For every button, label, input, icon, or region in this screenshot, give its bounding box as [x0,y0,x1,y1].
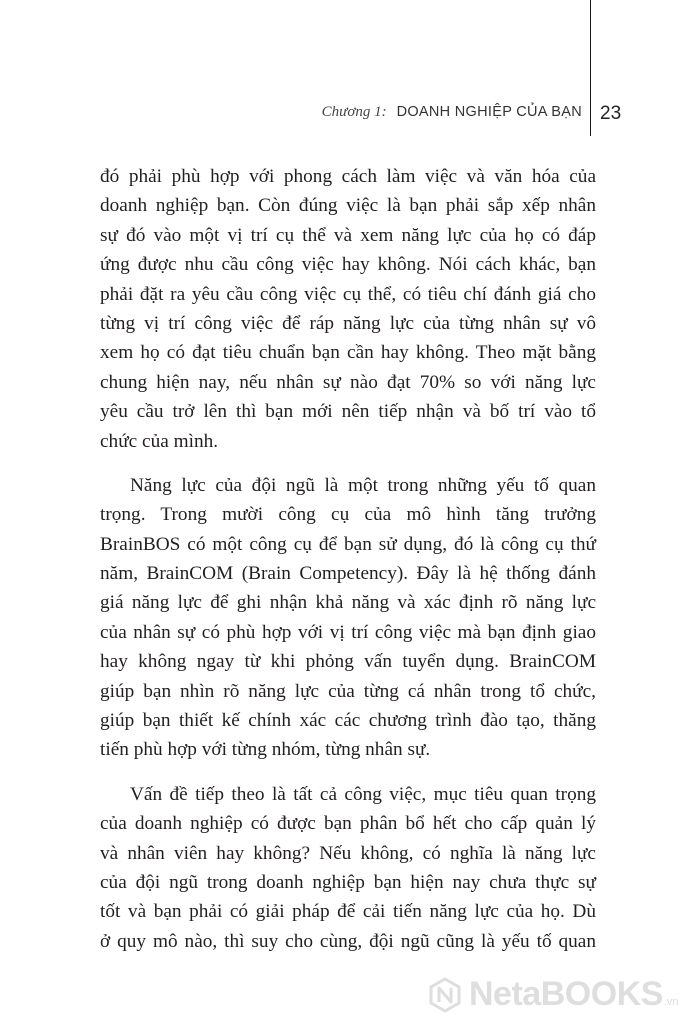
text-line: trọng. Trong mười công cụ của mô hình tăng trưởng [100,504,596,526]
text-line: của đội ngũ trong doanh nghiệp bạn hiện nay chưa thực sự [100,871,596,893]
watermark-suffix: .vn [663,996,679,1008]
text-line: BrainBOS có một công cụ để bạn sử dụng, đó là công cụ thứ [100,533,596,555]
body-text [100,162,596,971]
text-line: giúp bạn thiết kế chính xác các chương trình đào tạo, thăng [100,710,596,732]
text-line: năm, BrainCOM (Brain Competency). Đây là hệ thống đánh [100,563,596,585]
text-line: của doanh nghiệp có được bạn phân bổ hết cho cấp quản lý [100,813,596,835]
text-line: xem họ có đạt tiêu chuẩn bạn cần hay không. Theo mặt bằng [100,342,596,364]
netabooks-logo-icon [427,977,463,1013]
chapter-label: Chương 1: [321,104,387,120]
text-line: hay không ngay từ khi phỏng vấn tuyển dụng. BrainCOM [100,651,596,673]
watermark [427,975,679,1014]
text-line: giá năng lực để ghi nhận khả năng và xác định rõ năng lực [100,592,596,614]
text-line: của nhân sự có phù hợp với vị trí công việc mà bạn định giao [100,621,596,643]
header-divider [590,0,591,136]
text-line: từng vị trí công việc để ráp năng lực của từng nhân sự vô [100,312,596,334]
watermark-brand: NetaBOOKS [469,975,663,1013]
text-line: sự đó vào một vị trí cụ thể và xem năng lực của họ có đáp [100,224,596,246]
paragraph-3 [100,780,596,956]
paragraph-1 [100,162,596,456]
page-number: 23 [600,103,622,124]
text-line: tiến phù hợp với từng nhóm, từng nhân sự. [100,739,431,761]
text-line: chung hiện nay, nếu nhân sự nào đạt 70% so với năng lực [100,371,596,393]
running-head [322,104,582,128]
text-line: yêu cầu trở lên thì bạn mới nên tiếp nhận và bố trí vào tổ [100,401,596,423]
text-line: và nhân viên hay không? Nếu không, có nghĩa là năng lực [100,842,596,864]
text-line: doanh nghiệp bạn. Còn đúng việc là bạn phải sắp xếp nhân [100,195,596,217]
chapter-title: DOANH NGHIỆP CỦA BẠN [396,104,582,120]
text-line: ứng được nhu cầu công việc hay không. Nói cách khác, bạn [100,254,596,276]
text-line: Năng lực của đội ngũ là một trong những yếu tố quan [130,474,596,496]
text-line: tốt và bạn phải có giải pháp để cải tiến năng lực của họ. Dù [100,901,596,923]
text-line: ở quy mô nào, thì suy cho cùng, đội ngũ cũng là yếu tố quan [100,930,596,952]
paragraph-2 [100,471,596,765]
text-line: giúp bạn nhìn rõ năng lực của từng cá nhân trong tổ chức, [100,680,596,702]
text-line: phải đặt ra yêu cầu công việc cụ thể, có tiêu chí đánh giá cho [100,283,596,305]
text-line: chức của mình. [100,430,219,452]
text-line: Vấn đề tiếp theo là tất cả công việc, mục tiêu quan trọng [130,783,596,805]
text-line: đó phải phù hợp với phong cách làm việc và văn hóa của [100,166,596,187]
